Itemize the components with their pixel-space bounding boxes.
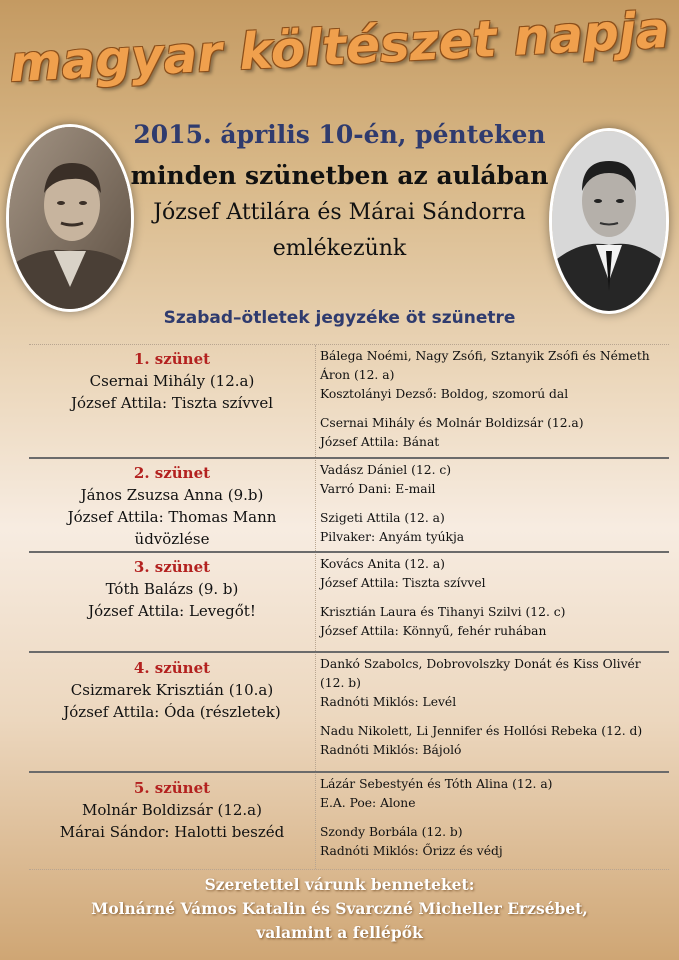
item-names: Krisztián Laura és Tihanyi Szilvi (12. c) [320, 605, 566, 619]
break-piece: József Attila: Tiszta szívvel [71, 394, 273, 412]
footer-performers: valamint a fellépők [256, 923, 423, 942]
break-piece: Márai Sándor: Halotti beszéd [59, 823, 285, 841]
poster-title: magyar költészet napja [7, 0, 672, 94]
item-names: Dankó Szabolcs, Dobrovolszky Donát és Kiss Olivér (12. b) [320, 657, 641, 690]
break-piece: József Attila: Levegőt! [88, 602, 256, 620]
portrait-left-image [9, 127, 131, 309]
item-work: Varró Dani: E-mail [320, 482, 436, 496]
item-names: Bálega Noémi, Nagy Zsófi, Sztanyik Zsófi és Németh Áron (12. a) [320, 349, 650, 382]
item-work: Radnóti Miklós: Levél [320, 695, 457, 709]
break-heading: 3. szünet [133, 558, 211, 576]
break-row [29, 457, 669, 553]
item-names: Lázár Sebestyén és Tóth Alina (12. a) [320, 777, 553, 791]
portrait-right [549, 128, 669, 314]
item-work: E.A. Poe: Alone [320, 796, 416, 810]
footer-organizers: Molnárné Vámos Katalin és Svarczné Micheller Erzsébet, [91, 899, 588, 918]
break-row [29, 651, 669, 773]
item-names: Kovács Anita (12. a) [320, 557, 445, 571]
break-heading: 4. szünet [133, 659, 211, 677]
event-date: 2015. április 10-én, pénteken [133, 120, 546, 149]
break-row [29, 551, 669, 653]
item-work: Kosztolányi Dezső: Boldog, szomorú dal [320, 387, 569, 401]
portrait-left [6, 124, 134, 312]
portrait-right-image [552, 131, 666, 311]
break-heading: 2. szünet [133, 464, 211, 482]
break-performer: János Zsuzsa Anna (9.b) [80, 486, 264, 504]
break-performer: Csizmarek Krisztián (10.a) [70, 681, 274, 699]
item-work: Radnóti Miklós: Bájoló [320, 743, 462, 757]
list-title: Szabad–ötletek jegyzéke öt szünetre [163, 308, 516, 328]
break-row [29, 771, 669, 871]
item-work: József Attila: Könnyű, fehér ruhában [320, 624, 547, 638]
item-work: József Attila: Bánat [320, 435, 440, 449]
event-subject-verb: emlékezünk [272, 236, 407, 261]
break-row [29, 345, 669, 457]
schedule-table [29, 344, 669, 870]
break-piece: József Attila: Thomas Mann üdvözlése [67, 508, 277, 548]
footer-invite: Szeretettel várunk benneteket: [204, 875, 475, 894]
break-performer: Tóth Balázs (9. b) [105, 580, 239, 598]
break-piece: József Attila: Óda (részletek) [63, 703, 281, 721]
item-names: Szondy Borbála (12. b) [320, 825, 463, 839]
break-performer: Molnár Boldizsár (12.a) [82, 801, 262, 819]
item-names: Szigeti Attila (12. a) [320, 511, 445, 525]
event-subject: József Attilára és Márai Sándorra [153, 200, 526, 225]
break-heading: 5. szünet [133, 779, 211, 797]
event-location: minden szünetben az aulában [130, 161, 549, 190]
break-heading: 1. szünet [133, 350, 211, 368]
item-names: Csernai Mihály és Molnár Boldizsár (12.a) [320, 416, 584, 430]
item-work: Pilvaker: Anyám tyúkja [320, 530, 465, 544]
item-names: Vadász Dániel (12. c) [320, 463, 452, 477]
item-work: József Attila: Tiszta szívvel [320, 576, 486, 590]
item-names: Nadu Nikolett, Li Jennifer és Hollósi Rebeka (12. d) [320, 724, 643, 738]
item-work: Radnóti Miklós: Őrizz és védj [320, 844, 503, 858]
break-performer: Csernai Mihály (12.a) [89, 372, 255, 390]
